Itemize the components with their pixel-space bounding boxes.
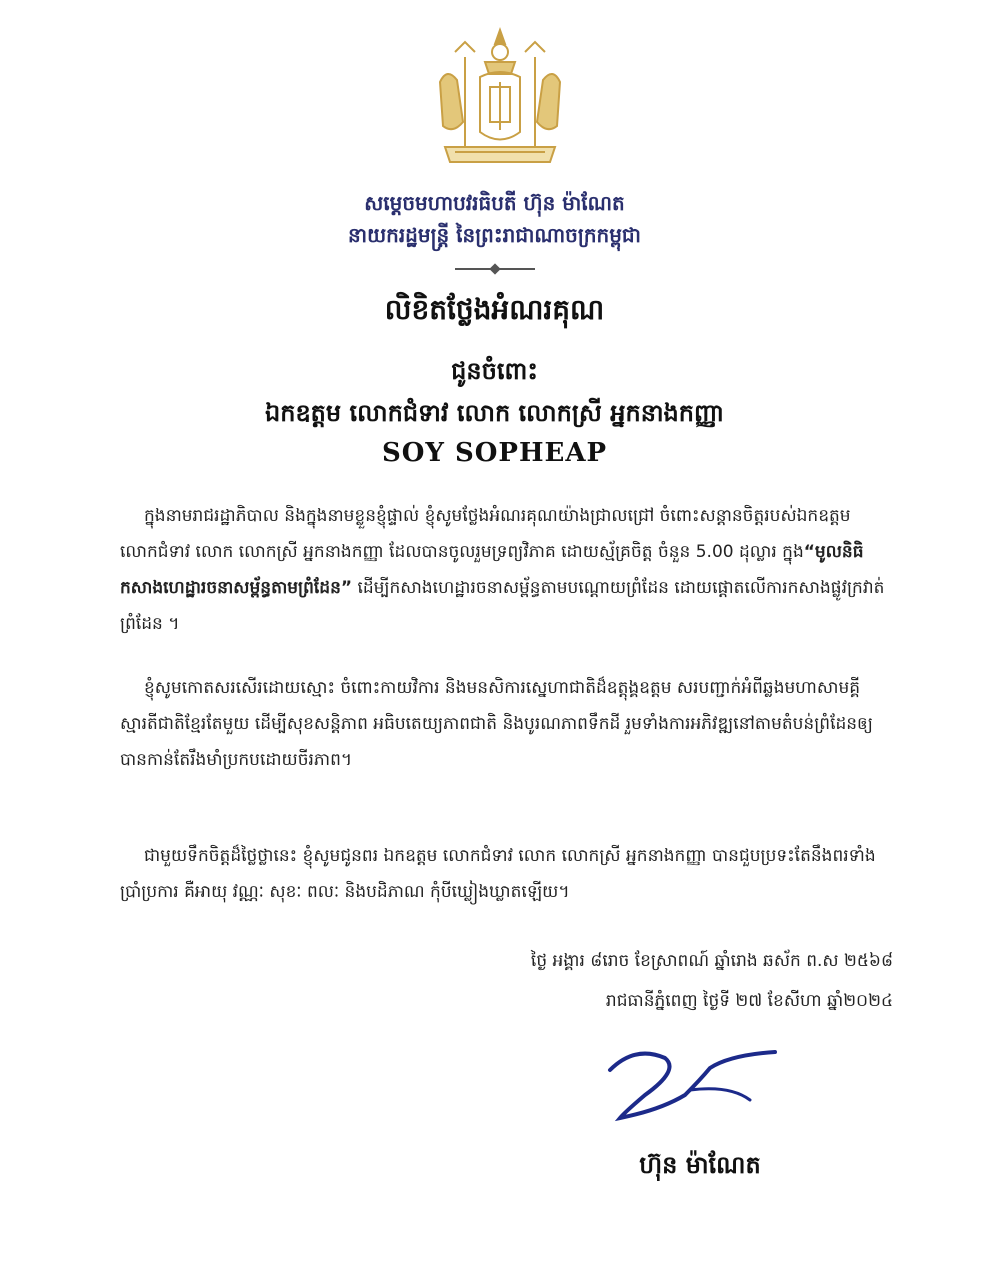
signer-name: ហ៊ុន ម៉ាណែត <box>639 1151 761 1179</box>
letter-title: លិខិតថ្លែងអំណរគុណ <box>384 293 605 326</box>
royal-emblem-icon <box>425 22 575 182</box>
paragraph-1-pre: ក្នុងនាមរាជរដ្ឋាភិបាល និងក្នុងនាមខ្លួនខ្ញុំផ្ទាល់ ខ្ញុំសូមថ្លែងអំណរគុណយ៉ាងជ្រាលជ្រៅ ចំពោះសន្តានចិត្តរបស់ឯកឧត្តម លោកជំទាវ លោក លោកស្រី អ្នកនាងកញ្ញា ដែលបានចូលរួមទ្រព្យវិភាគ ដោយស្ម័គ្រចិត្ត ចំនួន <box>120 506 851 562</box>
paragraph-3: ជាមួយទឹកចិត្តដ៏ថ្លៃថ្លានេះ ខ្ញុំសូមជូនពរ ឯកឧត្តម លោកជំទាវ លោក លោកស្រី អ្នកនាងកញ្ញា បានជួបប្រទះតែនឹងពរទាំងប្រាំប្រការ គឺអាយុ វណ្ណៈ សុខៈ ពលៈ និងបដិភាណ កុំបីឃ្លៀងឃ្លាតឡើយ។ <box>120 846 876 902</box>
addressed-to: ជូនចំពោះ <box>451 357 538 385</box>
date-lunar: ថ្ងៃ អង្គារ ៨រោច ខែស្រាពណ៍ ឆ្នាំរោង ឆស័ក ព.ស ២៥៦៨ <box>530 951 893 971</box>
recipient-honorific: ឯកឧត្តម លោកជំទាវ លោក លោកស្រី អ្នកនាងកញ្ញា <box>264 399 725 427</box>
paragraph-1-mid: ដុល្លារ ក្នុង <box>733 542 804 562</box>
recipient-name: SOY SOPHEAP <box>381 438 608 468</box>
date-solar: រាជធានីភ្នំពេញ ថ្ងៃទី ២៧ ខែសីហា ឆ្នាំ២០២៤ <box>605 991 893 1011</box>
office-title-line1: សម្តេចមហាបវរធិបតី ហ៊ុន ម៉ាណែត <box>364 191 625 215</box>
paragraph-1 <box>120 498 890 642</box>
paragraph-1-post: ដើម្បីកសាងហេដ្ឋារចនាសម្ព័ន្ធតាមបណ្តោយព្រំដែន ដោយផ្តោតលើការកសាងផ្លូវក្រវាត់ព្រំដែន ។ <box>120 578 885 634</box>
signature-icon <box>590 1040 790 1130</box>
fund-name: “មូលនិធិកសាងហេដ្ឋារចនាសម្ព័ន្ធតាមព្រំដែន” <box>120 542 864 598</box>
ornamental-divider <box>455 268 535 270</box>
donation-amount: 5.00 <box>695 542 734 562</box>
paragraph-2: ខ្ញុំសូមកោតសរសើរដោយស្មោះ ចំពោះកាយវិការ និងមនសិការស្នេហាជាតិដ៏ឧត្តុង្គឧត្តម សរបញ្ជាក់អំពីឆ្លងមហាសាមគ្គី ស្មារតីជាតិខ្មែរតែមួយ ដើម្បីសុខសន្តិភាព អធិបតេយ្យភាពជាតិ និងបូរណភាពទឹកដី រួមទាំងការអភិវឌ្ឍនៅតាមតំបន់ព្រំដែនឲ្យបានកាន់តែរឹងមាំប្រកបដោយចីរភាព។ <box>120 678 873 770</box>
office-title-line2: នាយករដ្ឋមន្ត្រី នៃព្រះរាជាណាចក្រកម្ពុជា <box>348 223 641 247</box>
